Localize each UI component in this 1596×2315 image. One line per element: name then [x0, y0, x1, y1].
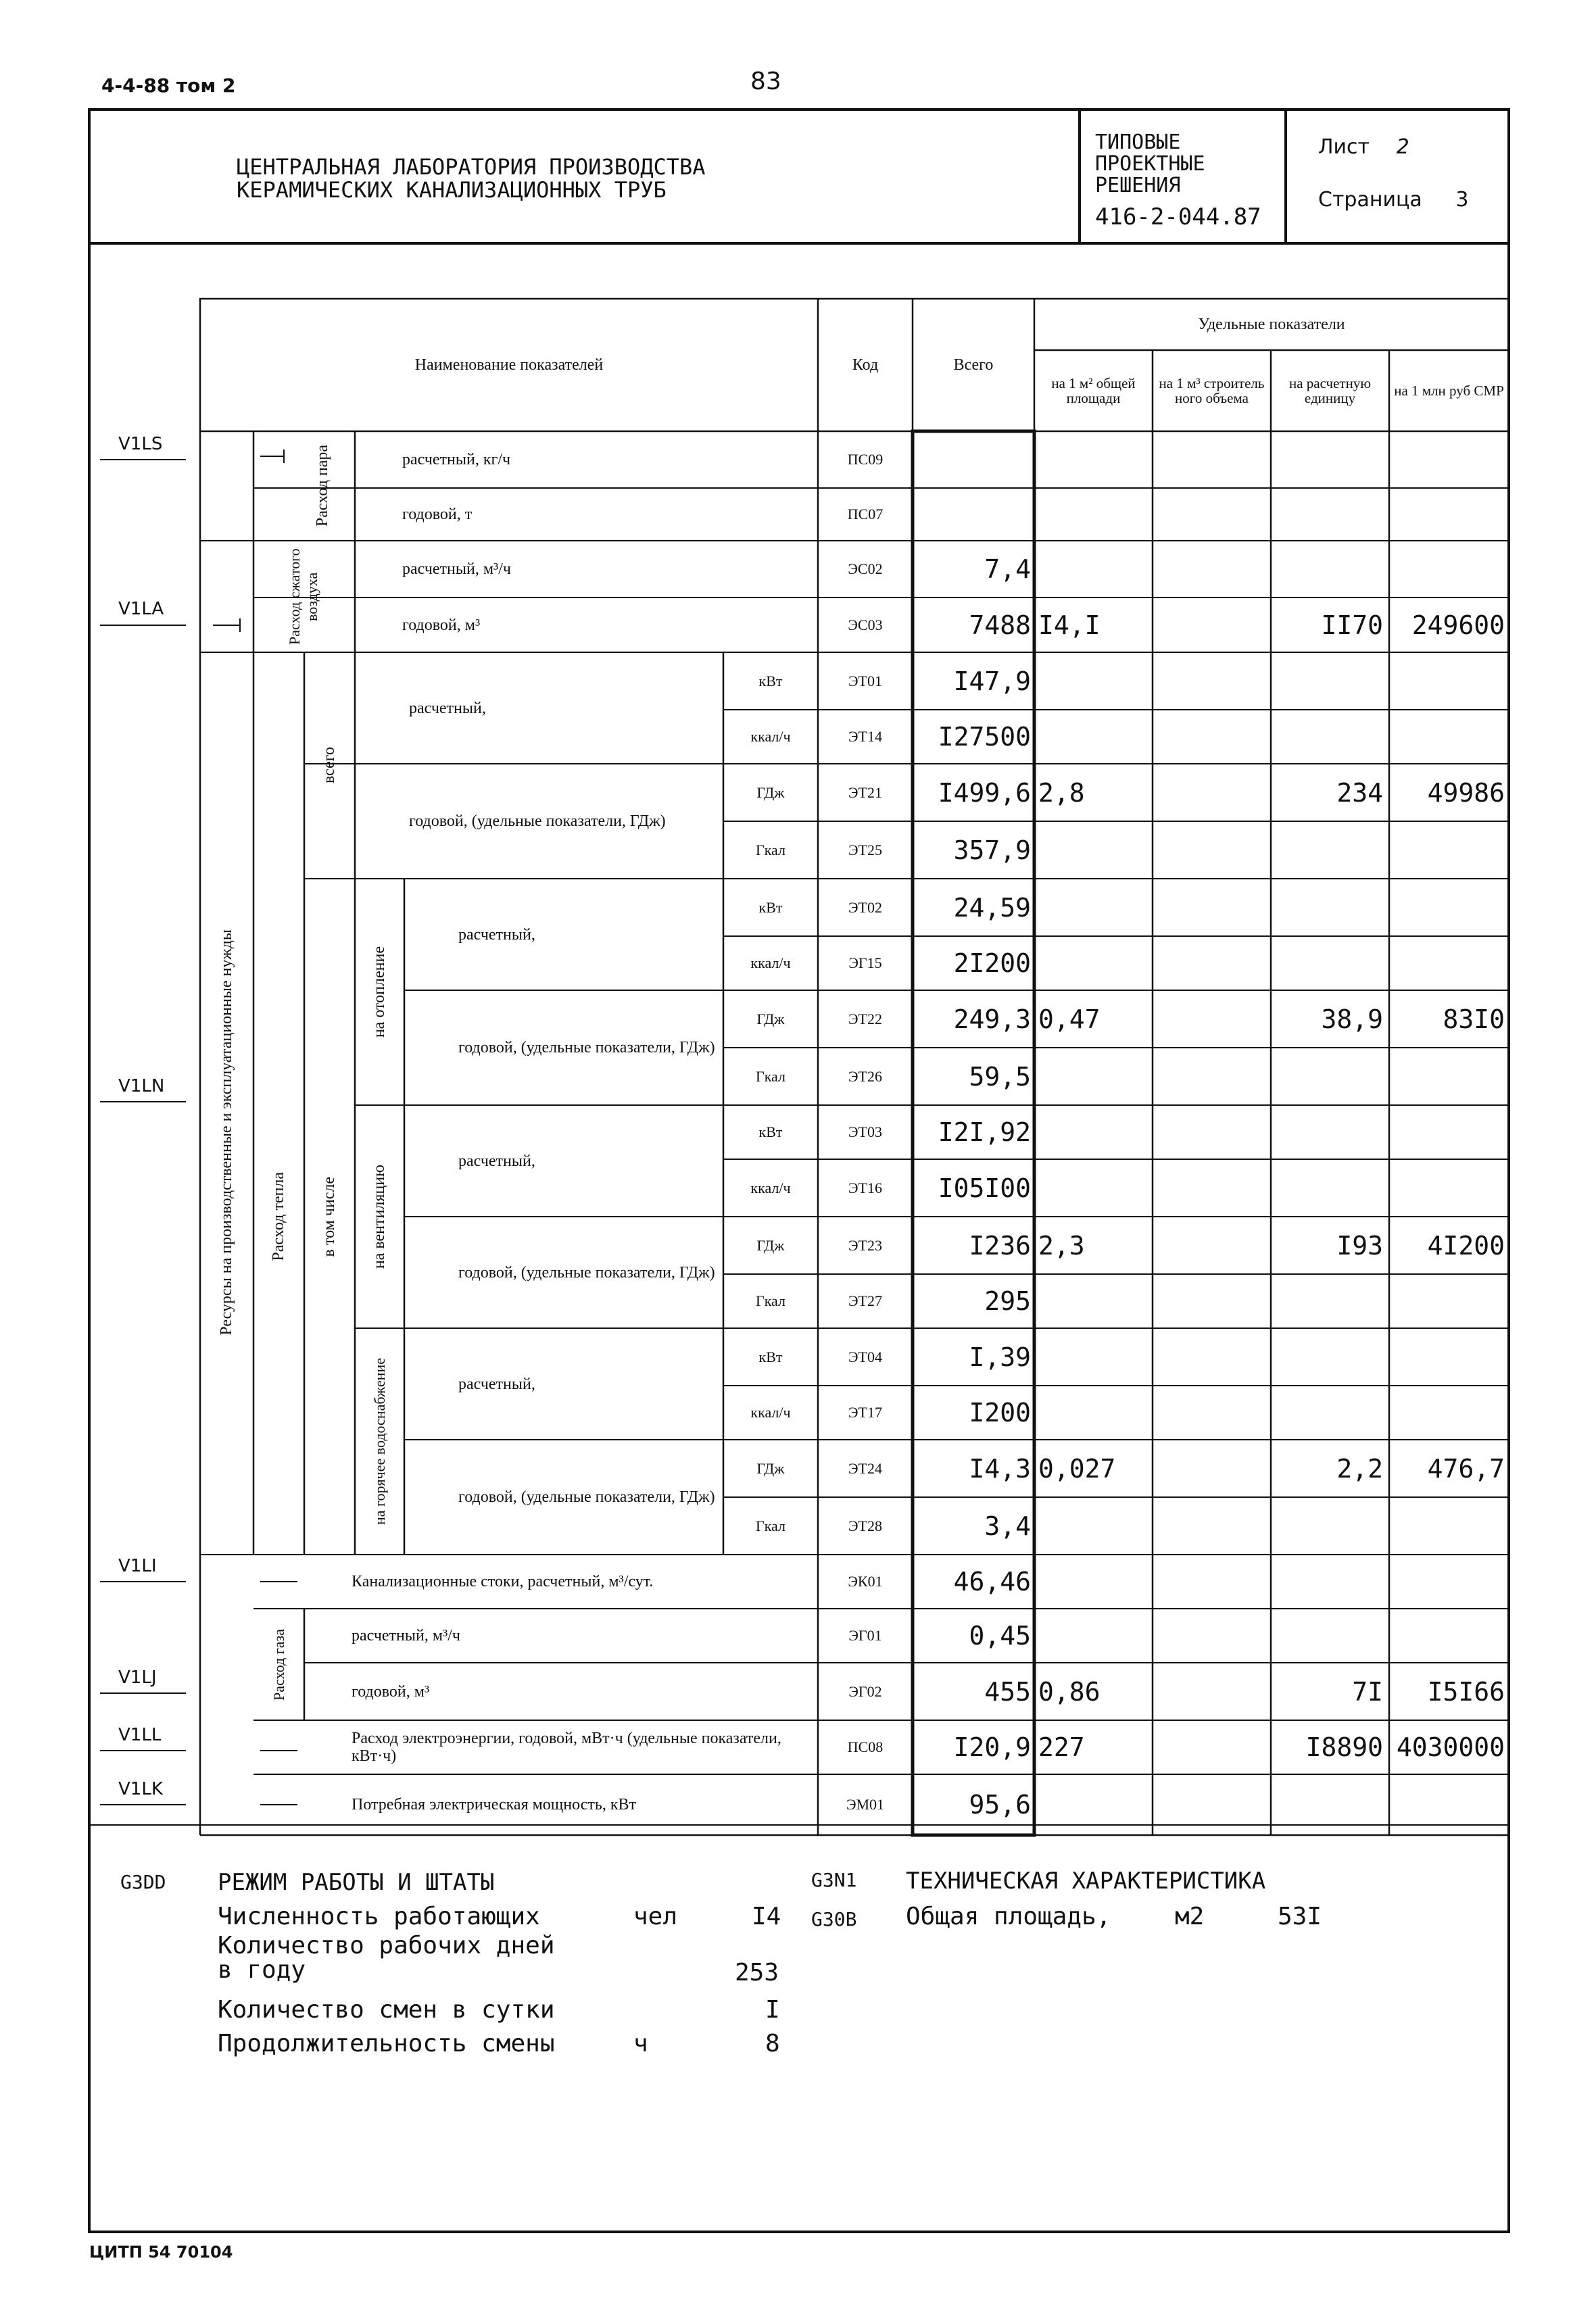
row-s4 — [1393, 1274, 1505, 1328]
row-unit: ГДж — [756, 1236, 785, 1254]
group-air — [277, 541, 355, 652]
row-s1 — [1038, 488, 1146, 541]
footer-item-label: Количество рабочих дней в году — [218, 1932, 555, 1984]
footer-item-value: I4 — [752, 1903, 781, 1930]
row-code: ЭТ16 — [848, 1179, 882, 1196]
row-total: 95,6 — [969, 1790, 1031, 1820]
footer-item-label: Численность работающих — [218, 1903, 540, 1930]
row-code: ЭТ17 — [848, 1404, 882, 1421]
row-label: расчетный, — [458, 1375, 535, 1393]
row-s3 — [1275, 879, 1383, 936]
row-s1 — [1038, 1048, 1146, 1105]
row-label: годовой, (удельные показатели, ГДж) — [409, 812, 666, 830]
row-s2 — [1157, 1274, 1265, 1328]
row-total: I47,9 — [953, 666, 1031, 696]
row-label: расчетный, м³/ч — [402, 560, 511, 578]
sheet-label: Лист — [1318, 135, 1370, 159]
footer-right-item-value: 53I — [1278, 1903, 1322, 1930]
footer-left-list — [218, 1903, 826, 2064]
row-unit: Гкал — [755, 1517, 785, 1534]
row-total: I05I00 — [938, 1173, 1031, 1203]
group-incl — [304, 879, 355, 1555]
row-label: годовой, (удельные показатели, ГДж) — [458, 1263, 715, 1282]
row-s1 — [1038, 1555, 1146, 1609]
row-s1 — [1038, 936, 1146, 990]
row-s2 — [1157, 431, 1265, 488]
row-s2 — [1157, 990, 1265, 1048]
row-code: ЭТ22 — [848, 1010, 882, 1027]
row-label: расчетный, — [458, 1152, 535, 1170]
row-s4 — [1393, 1159, 1505, 1217]
row-s1 — [1038, 710, 1146, 764]
row-s4 — [1393, 1609, 1505, 1663]
row-total: I2I,92 — [938, 1117, 1031, 1147]
org-title-line1: ЦЕНТРАЛЬНАЯ ЛАБОРАТОРИЯ ПРОИЗВОДСТВА — [237, 154, 706, 180]
row-unit: кВт — [758, 1123, 783, 1140]
row-total: I4,3 — [969, 1453, 1031, 1484]
footer-right-code1: G3N1 — [811, 1869, 857, 1891]
row-s2 — [1157, 1328, 1265, 1386]
row-code: ЭС03 — [848, 616, 883, 633]
group-resources — [200, 879, 253, 1386]
page-label: Страница — [1318, 188, 1422, 212]
footer-item-label: Количество смен в сутки — [218, 1996, 555, 2024]
row-code: ЭТ26 — [848, 1067, 882, 1085]
row-s1 — [1038, 1497, 1146, 1555]
row-s1 — [1038, 1774, 1146, 1835]
row-s2 — [1157, 1663, 1265, 1720]
row-s4: 4I200 — [1427, 1230, 1505, 1261]
group-heating-text: на отопление — [370, 946, 388, 1038]
row-s4 — [1393, 431, 1505, 488]
row-total: 0,45 — [969, 1621, 1031, 1651]
row-code: ЭС02 — [848, 560, 883, 577]
row-s4 — [1393, 821, 1505, 879]
row-code: ЭГ15 — [848, 954, 882, 971]
row-s1: I4,I — [1038, 610, 1101, 640]
row-s3 — [1275, 1159, 1383, 1217]
row-total: 7,4 — [984, 554, 1031, 584]
col-name: Наименование показателей — [414, 356, 604, 374]
row-s3 — [1275, 431, 1383, 488]
row-s2 — [1157, 879, 1265, 936]
row-s4: 49986 — [1427, 777, 1505, 808]
side-code-1: V1LS — [118, 434, 163, 454]
row-s2 — [1157, 1774, 1265, 1835]
row-s3: 7I — [1352, 1676, 1383, 1707]
row-s4 — [1393, 1386, 1505, 1440]
row-s2 — [1157, 1609, 1265, 1663]
row-s2 — [1157, 1048, 1265, 1105]
row-code: ЭТ01 — [848, 672, 882, 689]
group-all — [304, 652, 355, 879]
row-s1 — [1038, 431, 1146, 488]
row-s3 — [1275, 1555, 1383, 1609]
row-s3 — [1275, 1609, 1383, 1663]
row-unit: ккал/ч — [750, 1404, 791, 1421]
series-line2: ПРОЕКТНЫЕ — [1095, 152, 1205, 176]
row-s1 — [1038, 1274, 1146, 1328]
row-s4 — [1393, 710, 1505, 764]
row-total: 3,4 — [984, 1511, 1031, 1541]
row-code: ЭГ02 — [848, 1682, 882, 1700]
row-code: ПС09 — [847, 451, 884, 468]
page-number: 83 — [750, 68, 781, 95]
row-total: 2I200 — [953, 948, 1031, 978]
row-code: ПС08 — [847, 1738, 884, 1755]
row-code: ЭТ25 — [848, 841, 882, 858]
row-s3 — [1275, 710, 1383, 764]
footer-item-unit: чел — [633, 1903, 678, 1930]
row-s4 — [1393, 936, 1505, 990]
row-s2 — [1157, 1159, 1265, 1217]
group-incl-text: в том числе — [320, 1176, 338, 1257]
row-total: I236 — [969, 1230, 1031, 1261]
row-s1 — [1038, 1105, 1146, 1159]
footer-right-item-unit: м2 — [1175, 1903, 1205, 1930]
row-s2 — [1157, 1440, 1265, 1497]
row-s2 — [1157, 936, 1265, 990]
footer-item-2 — [218, 1996, 826, 2030]
row-unit: ккал/ч — [750, 954, 791, 971]
row-s4: I5I66 — [1427, 1676, 1505, 1707]
group-air-text: Расход сжатого воздуха — [285, 548, 320, 645]
row-total: 249,3 — [953, 1004, 1031, 1034]
row-s4 — [1393, 1555, 1505, 1609]
row-s1: 0,027 — [1038, 1453, 1116, 1484]
row-s2 — [1157, 710, 1265, 764]
row-total: I20,9 — [953, 1732, 1031, 1762]
row-s3 — [1275, 488, 1383, 541]
group-heating — [355, 879, 404, 1105]
row-s4: 476,7 — [1427, 1453, 1505, 1484]
doc-ref: 4-4-88 том 2 — [101, 74, 236, 97]
row-unit: ГДж — [756, 1010, 785, 1027]
row-code: ЭМ01 — [846, 1796, 885, 1813]
row-total: I499,6 — [938, 777, 1031, 808]
row-unit: ккал/ч — [750, 1179, 791, 1196]
row-code: ЭТ14 — [848, 728, 882, 745]
footer-item-label: Продолжительность смены — [218, 2030, 555, 2057]
row-total — [916, 431, 1031, 488]
row-s1 — [1038, 541, 1146, 598]
row-code: ПС07 — [847, 506, 884, 522]
row-s1: 227 — [1038, 1732, 1085, 1762]
row-s1 — [1038, 879, 1146, 936]
row-s1: 0,47 — [1038, 1004, 1101, 1034]
row-unit: ГДж — [756, 1459, 785, 1477]
row-total: 7488 — [969, 610, 1031, 640]
row-s3: II70 — [1321, 610, 1383, 640]
row-total: I,39 — [969, 1342, 1031, 1372]
side-code-5: V1LJ — [118, 1667, 157, 1688]
footer-item-unit: ч — [633, 2030, 648, 2057]
row-s3 — [1275, 821, 1383, 879]
row-s2 — [1157, 1217, 1265, 1274]
row-s2 — [1157, 764, 1265, 821]
footer-item-value: I — [765, 1996, 780, 2024]
row-unit: ккал/ч — [750, 728, 791, 745]
row-s3 — [1275, 1048, 1383, 1105]
row-s1 — [1038, 1159, 1146, 1217]
row-s2 — [1157, 598, 1265, 652]
col-sp4: на 1 млн руб СМР — [1394, 383, 1504, 399]
side-code-2: V1LA — [118, 599, 164, 619]
row-label: расчетный, кг/ч — [402, 451, 511, 468]
row-total: 455 — [984, 1676, 1031, 1707]
row-total: 357,9 — [953, 835, 1031, 865]
row-s3 — [1275, 1105, 1383, 1159]
row-s2 — [1157, 1386, 1265, 1440]
series-line1: ТИПОВЫЕ — [1095, 130, 1181, 154]
imprint: ЦИТП 54 70104 — [89, 2243, 233, 2262]
row-unit: ГДж — [756, 783, 785, 801]
footer-right-title: ТЕХНИЧЕСКАЯ ХАРАКТЕРИСТИКА — [906, 1868, 1266, 1895]
col-sp3: на расчетную единицу — [1288, 375, 1372, 406]
row-s2 — [1157, 1497, 1265, 1555]
row-total: 24,59 — [953, 892, 1031, 923]
row-s4 — [1393, 879, 1505, 936]
sheet-value: 2 — [1396, 135, 1409, 159]
col-code: Код — [852, 356, 879, 374]
row-s4: 83I0 — [1443, 1004, 1505, 1034]
footer-right-item-label: Общая площадь, — [906, 1903, 1111, 1930]
row-s3 — [1275, 936, 1383, 990]
row-s3 — [1275, 652, 1383, 710]
row-label: годовой, т — [402, 506, 473, 523]
side-code-3: V1LN — [118, 1076, 165, 1096]
side-code-7: V1LK — [118, 1779, 163, 1799]
footer-item-value: 8 — [765, 2030, 780, 2057]
row-s3 — [1275, 541, 1383, 598]
row-s1: 2,3 — [1038, 1230, 1085, 1261]
row-s3 — [1275, 1328, 1383, 1386]
row-s4 — [1393, 1497, 1505, 1555]
group-heat — [253, 879, 304, 1555]
row-s4 — [1393, 652, 1505, 710]
row-unit: Гкал — [755, 1067, 785, 1085]
row-s1 — [1038, 1328, 1146, 1386]
row-total — [916, 488, 1031, 541]
col-sp1: на 1 м² общей площади — [1051, 375, 1136, 406]
row-total: I200 — [969, 1398, 1031, 1428]
footer-item-1 — [218, 1934, 826, 1996]
row-s3: I93 — [1336, 1230, 1383, 1261]
footer-item-3 — [218, 2030, 826, 2064]
footer-item-0 — [218, 1903, 826, 1934]
row-code: ЭГ01 — [848, 1627, 882, 1644]
row-s3 — [1275, 1774, 1383, 1835]
row-s3: I8890 — [1305, 1732, 1383, 1762]
group-resources-text: Ресурсы на производственные и эксплуатационные нужды — [218, 929, 235, 1336]
row-code: ЭТ02 — [848, 898, 882, 916]
row-s1 — [1038, 652, 1146, 710]
group-vent-text: на вентиляцию — [370, 1164, 388, 1269]
row-s2 — [1157, 652, 1265, 710]
row-total: I27500 — [938, 722, 1031, 752]
row-label: годовой, м³ — [352, 1682, 430, 1701]
row-s2 — [1157, 488, 1265, 541]
footer-item-value: 253 — [735, 1959, 779, 1987]
row-code: ЭТ03 — [848, 1123, 882, 1140]
footer-left-code: G3DD — [120, 1871, 166, 1893]
row-s2 — [1157, 1720, 1265, 1774]
row-total: 295 — [984, 1286, 1031, 1316]
col-total: Всего — [953, 356, 994, 374]
row-label: расчетный, м³/ч — [352, 1627, 460, 1644]
row-s3: 234 — [1336, 777, 1383, 808]
row-code: ЭТ04 — [848, 1348, 882, 1365]
series-code: 416-2-044.87 — [1095, 203, 1261, 230]
row-s3 — [1275, 1386, 1383, 1440]
row-label: Расход электроэнергии, годовой, мВт·ч (удельные показатели, кВт·ч) — [352, 1730, 781, 1765]
row-label: Канализационные стоки, расчетный, м³/сут. — [352, 1573, 654, 1590]
group-heat-text: Расход тепла — [270, 1172, 287, 1261]
col-specific: Удельные показатели — [1198, 315, 1345, 333]
group-hotwater — [355, 1328, 404, 1555]
row-s1 — [1038, 1386, 1146, 1440]
row-code: ЭТ24 — [848, 1459, 882, 1477]
row-s1: 0,86 — [1038, 1676, 1101, 1707]
row-s3: 2,2 — [1336, 1453, 1383, 1484]
row-s4: 249600 — [1411, 610, 1505, 640]
row-label: годовой, м³ — [402, 616, 481, 634]
row-s2 — [1157, 1555, 1265, 1609]
side-code-6: V1LL — [118, 1725, 162, 1745]
row-s2 — [1157, 1105, 1265, 1159]
row-label: годовой, (удельные показатели, ГДж) — [458, 1039, 715, 1056]
group-steam-text: Расход пара — [314, 445, 331, 527]
row-total: 46,46 — [953, 1567, 1031, 1597]
row-code: ЭТ23 — [848, 1236, 882, 1254]
row-s1 — [1038, 1609, 1146, 1663]
row-s2 — [1157, 541, 1265, 598]
row-s4 — [1393, 541, 1505, 598]
row-s4 — [1393, 1328, 1505, 1386]
group-all-text: всего — [320, 747, 338, 784]
row-s4 — [1393, 1774, 1505, 1835]
page-value: 3 — [1455, 188, 1469, 212]
row-s4 — [1393, 1048, 1505, 1105]
group-gas — [253, 1609, 304, 1720]
row-label: годовой, (удельные показатели, ГДж) — [458, 1488, 715, 1506]
group-gas-text: Расход газа — [270, 1628, 287, 1701]
row-unit: кВт — [758, 898, 783, 916]
row-s3: 38,9 — [1321, 1004, 1383, 1034]
org-title-line2: КЕРАМИЧЕСКИХ КАНАЛИЗАЦИОННЫХ ТРУБ — [237, 177, 667, 203]
col-sp2: на 1 м³ строитель ного объема — [1159, 375, 1265, 406]
row-s4: 4030000 — [1396, 1732, 1505, 1762]
row-s4 — [1393, 488, 1505, 541]
footer-left-title: РЕЖИМ РАБОТЫ И ШТАТЫ — [218, 1869, 495, 1896]
side-code-4: V1LI — [118, 1556, 157, 1576]
row-code: ЭТ21 — [848, 783, 882, 801]
group-steam — [291, 431, 355, 541]
row-label: расчетный, — [409, 699, 486, 717]
row-unit: Гкал — [755, 1292, 785, 1309]
row-s1 — [1038, 821, 1146, 879]
row-s2 — [1157, 821, 1265, 879]
row-s4 — [1393, 1105, 1505, 1159]
row-unit: кВт — [758, 1348, 783, 1365]
row-s1: 2,8 — [1038, 777, 1085, 808]
row-code: ЭК01 — [848, 1573, 883, 1590]
group-hotwater-text: на горячее водоснабжение — [370, 1357, 388, 1525]
row-s3 — [1275, 1497, 1383, 1555]
row-unit: кВт — [758, 672, 783, 689]
row-code: ЭТ27 — [848, 1292, 882, 1309]
row-label: расчетный, — [458, 925, 535, 944]
series-line3: РЕШЕНИЯ — [1095, 174, 1181, 197]
row-total: 59,5 — [969, 1061, 1031, 1092]
group-vent — [355, 1105, 404, 1328]
row-unit: Гкал — [755, 841, 785, 858]
row-s3 — [1275, 1274, 1383, 1328]
row-code: ЭТ28 — [848, 1517, 882, 1534]
footer-right-code2: G30B — [811, 1908, 857, 1930]
row-label: Потребная электрическая мощность, кВт — [352, 1796, 636, 1813]
